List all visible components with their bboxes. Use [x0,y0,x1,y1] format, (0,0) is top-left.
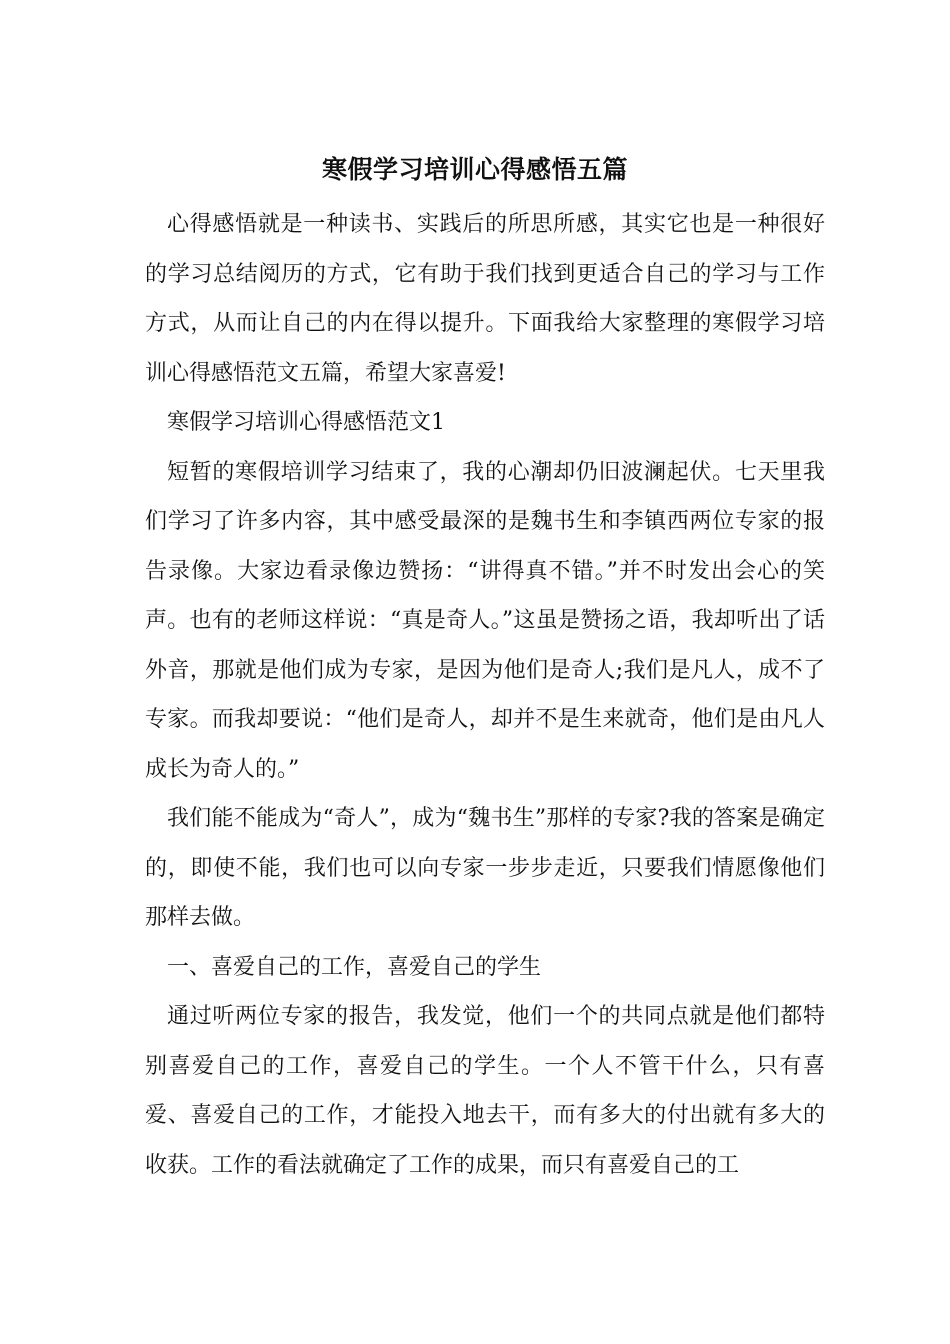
document-body [145,200,825,1190]
paragraph-intro: 心得感悟就是一种读书、实践后的所思所感，其实它也是一种很好的学习总结阅历的方式，它有助于我们找到更适合自己的学习与工作方式，从而让自己的内在得以提升。下面我给大家整理的寒假学习培训心得感悟范文五篇，希望大家喜爱! [145,212,825,386]
paragraph-answer: 我们能不能成为“奇人”，成为“魏书生”那样的专家?我的答案是确定的，即使不能，我们也可以向专家一步步走近，只要我们情愿像他们那样去做。 [145,806,825,930]
section-heading-love-work: 一、喜爱自己的工作，喜爱自己的学生 [167,954,542,980]
section-heading-sample-1: 寒假学习培训心得感悟范文1 [167,410,445,435]
paragraph-sample-1-opening: 短暂的寒假培训学习结束了，我的心潮却仍旧波澜起伏。七天里我们学习了许多内容，其中感受最深的是魏书生和李镇西两位专家的报告录像。大家边看录像边赞扬：“讲得真不错。”并不时发出会心的笑声。也有的老师这样说：“真是奇人。”这虽是赞扬之语，我却听出了话外音，那就是他们成为专家，是因为他们是奇人;我们是凡人，成不了专家。而我却要说：“他们是奇人，却并不是生来就奇，他们是由凡人成长为奇人的。” [145,459,825,782]
document-title: 寒假学习培训心得感悟五篇 [321,155,628,184]
paragraph-love-work: 通过听两位专家的报告，我发觉，他们一个的共同点就是他们都特别喜爱自己的工作，喜爱自己的学生。一个人不管干什么，只有喜爱、喜爱自己的工作，才能投入地去干，而有多大的付出就有多大的收获。工作的看法就确定了工作的成果，而只有喜爱自己的工 [145,1004,825,1178]
